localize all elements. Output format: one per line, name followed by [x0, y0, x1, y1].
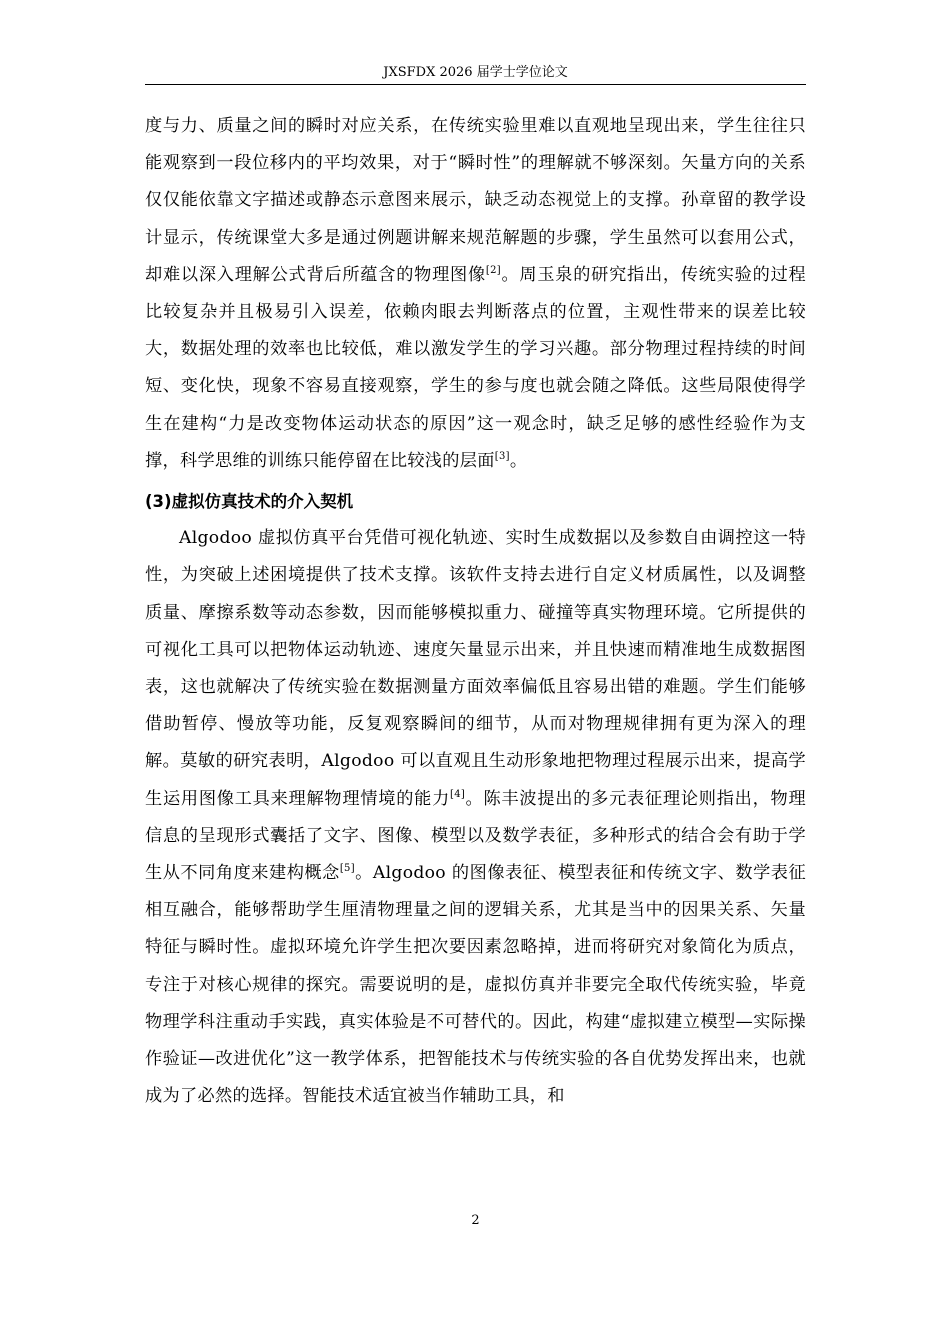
text-run: 。陈丰波提出的多元表征理论则指出，物理信息的呈现形式囊括了文字、图像、模型以及数学表征，多种形式的结合会有助于学生从不同角度来建构概念	[145, 788, 806, 884]
text-run: 。Algodoo 的图像表征、模型表征和传统文字、数学表征相互融合，能够帮助学生厘清物理量之间的逻辑关系，尤其是当中的因果关系、矢量特征与瞬时性。虚拟环境允许学生把次要因素忽略掉，进而将研究对象简化为质点，专注于对核心规律的探究。需要说明的是，虚拟仿真并非要完全取代传统实验，毕竟物理学科注重动手实践，真实体验是不可替代的。因此，构建“虚拟建立模型—实际操作验证—改进优化”这一教学体系，把智能技术与传统实验的各自优势发挥出来，也就成为了必然的选择。智能技术适宜被当作辅助工具，和	[145, 863, 806, 1107]
text-run: 。周玉泉的研究指出，传统实验的过程比较复杂并且极易引入误差，依赖肉眼去判断落点的位置，主观性带来的误差比较大，数据处理的效率也比较低，难以激发学生的学习兴趣。部分物理过程持续的时间短、变化快，现象不容易直接观察，学生的参与度也就会随之降低。这些局限使得学生在建构“力是改变物体运动状态的原因”这一观念时，缺乏足够的感性经验作为支撑，科学思维的训练只能停留在比较浅的层面	[145, 264, 806, 471]
paragraph-limitations	[145, 108, 806, 480]
text-run: 度与力、质量之间的瞬时对应关系，在传统实验里难以直观地呈现出来，学生往往只能观察到一段位移内的平均效果，对于“瞬时性”的理解就不够深刻。矢量方向的关系仅仅能依靠文字描述或静态示意图来展示，缺乏动态视觉上的支撑。孙章留的教学设计显示，传统课堂大多是通过例题讲解来规范解题的步骤，学生虽然可以套用公式，却难以深入理解公式背后所蕴含的物理图像	[145, 116, 806, 285]
page-number: 2	[471, 1213, 480, 1228]
text-run: Algodoo 虚拟仿真平台凭借可视化轨迹、实时生成数据以及参数自由调控这一特性，为突破上述困境提供了技术支撑。该软件支持去进行自定义材质属性，以及调整质量、摩擦系数等动态参数，因而能够模拟重力、碰撞等真实物理环境。它所提供的可视化工具可以把物体运动轨迹、速度矢量显示出来，并且快速而精准地生成数据图表，这也就解决了传统实验在数据测量方面效率偏低且容易出错的难题。学生们能够借助暂停、慢放等功能，反复观察瞬间的细节，从而对物理规律拥有更为深入的理解。莫敏的研究表明，Algodoo 可以直观且生动形象地把物理过程展示出来，提高学生运用图像工具来理解物理情境的能力	[145, 528, 806, 809]
body-text	[145, 108, 806, 1115]
text-run: 。	[509, 450, 528, 471]
citation-ref: [3]	[494, 450, 510, 462]
citation-ref: [2]	[485, 264, 501, 276]
section-heading: (3)虚拟仿真技术的介入契机	[145, 492, 354, 512]
citation-ref: [4]	[450, 788, 466, 800]
paragraph-virtual-simulation	[145, 520, 806, 1115]
running-header: JXSFDX 2026 届学士学位论文	[145, 62, 806, 85]
citation-ref: [5]	[339, 863, 355, 875]
